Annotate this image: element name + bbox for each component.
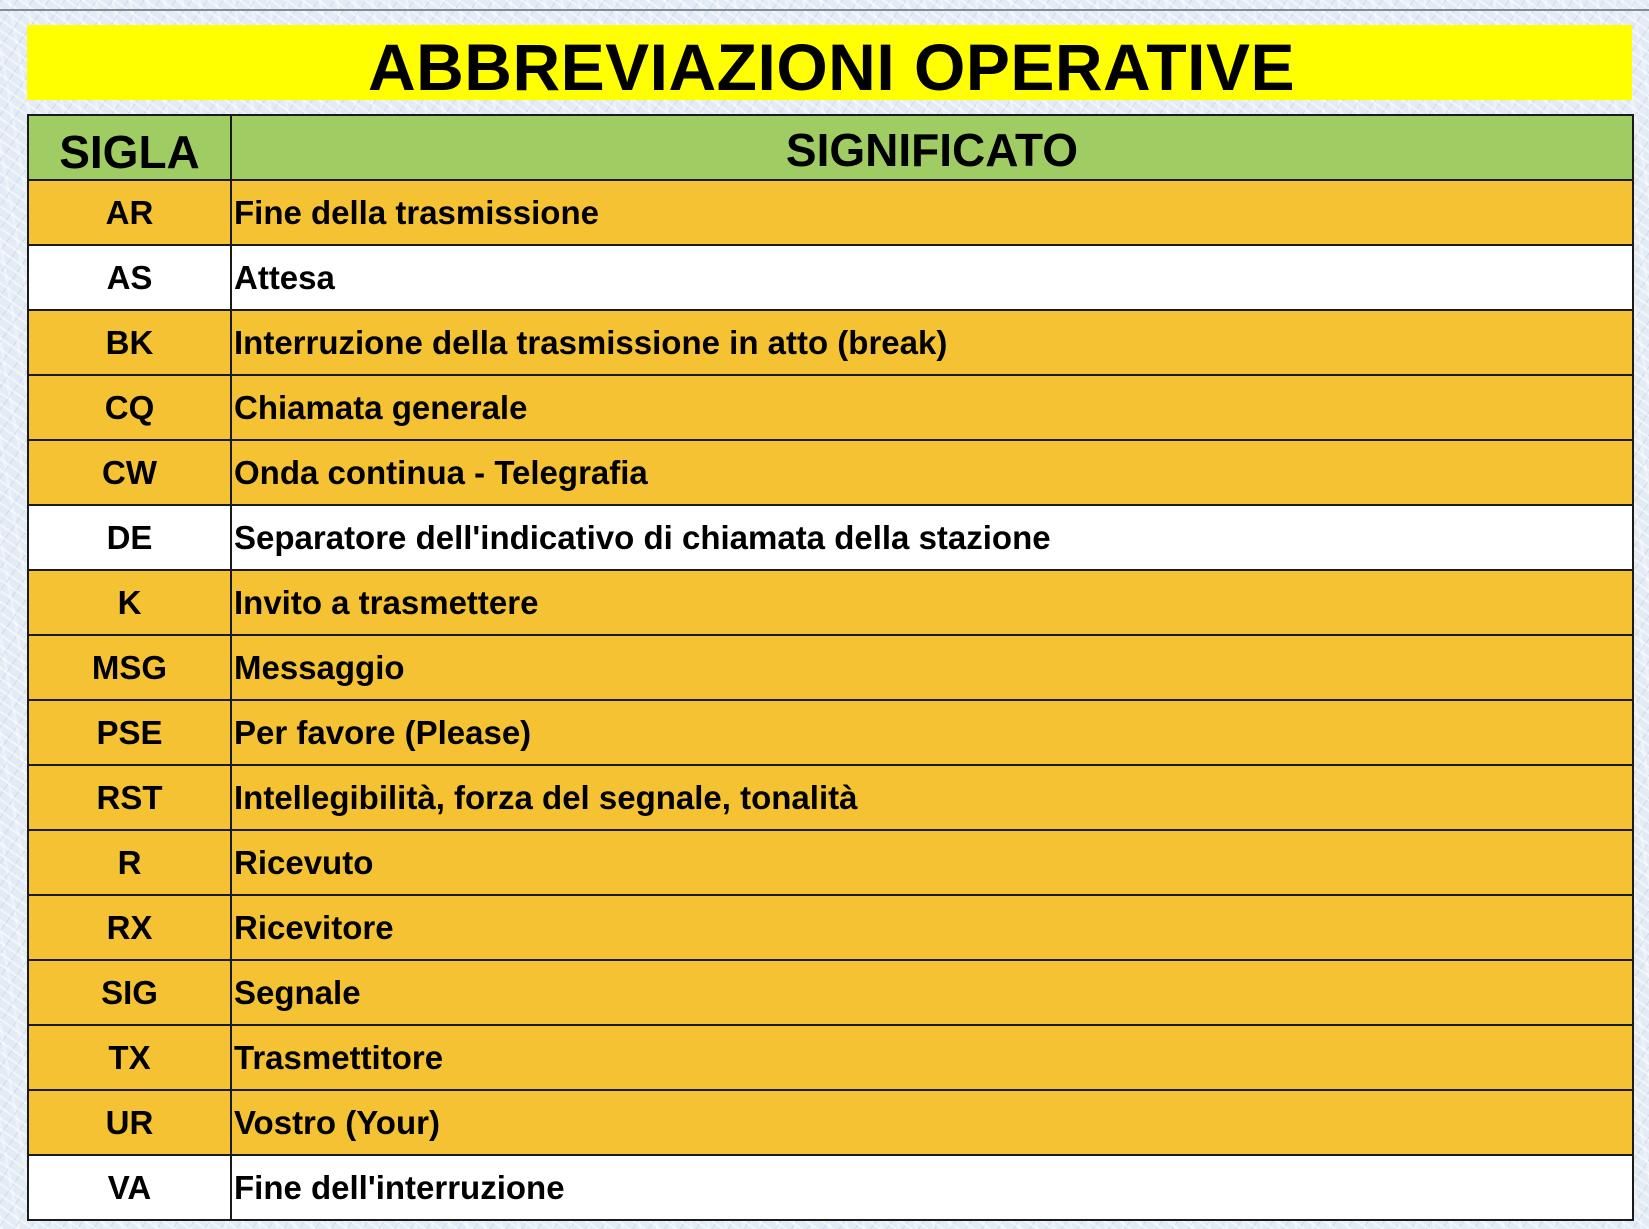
table-row [28,1025,1633,1090]
table-header-row [28,115,1633,180]
table-row [28,245,1633,310]
sigla-cell: CW [28,440,231,505]
table-row [28,505,1633,570]
significato-cell: Fine della trasmissione [231,180,1633,245]
sigla-cell: R [28,830,231,895]
significato-cell: Fine dell'interruzione [231,1155,1633,1220]
table-row [28,895,1633,960]
significato-cell: Ricevitore [231,895,1633,960]
column-header-significato: SIGNIFICATO [231,115,1633,180]
table-row [28,1090,1633,1155]
significato-cell: Messaggio [231,635,1633,700]
sigla-cell: UR [28,1090,231,1155]
significato-cell: Vostro (Your) [231,1090,1633,1155]
column-header-sigla: SIGLA [28,115,231,180]
sigla-cell: VA [28,1155,231,1220]
sigla-cell: CQ [28,375,231,440]
significato-cell: Chiamata generale [231,375,1633,440]
top-divider [0,9,1649,11]
sigla-cell: PSE [28,700,231,765]
table-body [28,180,1633,1220]
sigla-cell: DE [28,505,231,570]
table-row [28,830,1633,895]
table-row [28,180,1633,245]
table-row [28,570,1633,635]
significato-cell: Separatore dell'indicativo di chiamata della stazione [231,505,1633,570]
sigla-cell: K [28,570,231,635]
sigla-cell: MSG [28,635,231,700]
table-row [28,960,1633,1025]
sigla-cell: RST [28,765,231,830]
table-row [28,700,1633,765]
significato-cell: Per favore (Please) [231,700,1633,765]
table-row [28,310,1633,375]
table-row [28,1155,1633,1220]
significato-cell: Invito a trasmettere [231,570,1633,635]
sigla-cell: AR [28,180,231,245]
sigla-cell: BK [28,310,231,375]
sigla-cell: RX [28,895,231,960]
title-banner [27,25,1632,104]
significato-cell: Interruzione della trasmissione in atto (break) [231,310,1633,375]
table-row [28,375,1633,440]
sigla-cell: SIG [28,960,231,1025]
significato-cell: Intellegibilità, forza del segnale, tonalità [231,765,1633,830]
sigla-cell: AS [28,245,231,310]
significato-cell: Trasmettitore [231,1025,1633,1090]
significato-cell: Attesa [231,245,1633,310]
table-row [28,440,1633,505]
table-row [28,765,1633,830]
abbreviations-table [27,114,1634,1221]
sigla-cell: TX [28,1025,231,1090]
significato-cell: Segnale [231,960,1633,1025]
significato-cell: Onda continua - Telegrafia [231,440,1633,505]
table-row [28,635,1633,700]
significato-cell: Ricevuto [231,830,1633,895]
page-title: ABBREVIAZIONI OPERATIVE [367,29,1296,104]
